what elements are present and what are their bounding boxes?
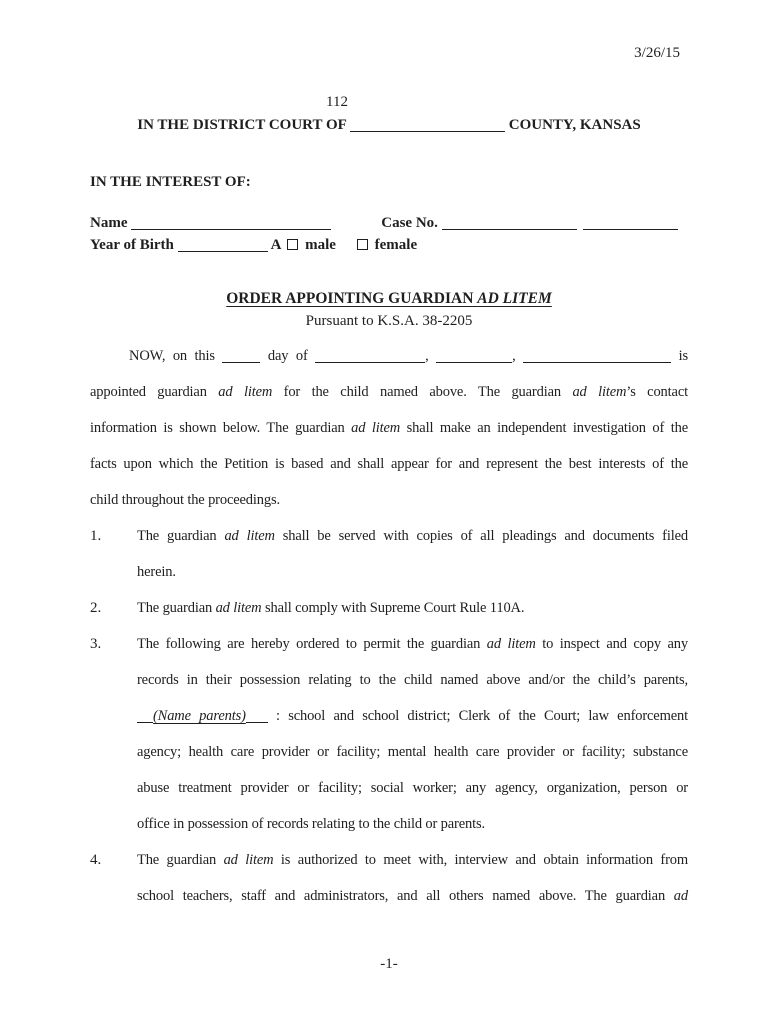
text-segment: Case No. [381, 215, 442, 231]
text-segment: records in their possession relating to the child named above and/or the child’s parents, [137, 672, 688, 688]
spacer [331, 226, 381, 227]
text-line [90, 410, 688, 446]
text-line [137, 770, 688, 806]
text-segment: facts upon which the Petition is based and shall appear for and represent the best interests of the [90, 456, 688, 472]
text-segment: ad litem [223, 852, 274, 868]
spacer [90, 359, 129, 360]
paragraph [90, 338, 688, 518]
text-segment: ad [673, 888, 688, 904]
text-line [137, 698, 688, 734]
text-segment: , [425, 348, 437, 364]
text-segment: for the child named above. The guardian [272, 384, 573, 400]
text-line [137, 662, 688, 698]
text-segment: school teachers, staff and administrators, and all others named above. The guardian [137, 888, 674, 904]
name-parents-blank-tail[interactable] [246, 710, 268, 723]
item-number: 1. [90, 528, 102, 544]
text-segment: is [671, 348, 688, 364]
case-no-blank[interactable] [442, 217, 577, 230]
text-line [137, 878, 688, 914]
text-line [90, 374, 688, 410]
text-segment: (Name parents) [153, 708, 246, 724]
text-segment: office in possession of records relating to the child or parents. [137, 816, 485, 832]
title-block [90, 287, 688, 333]
text-segment: , [512, 348, 524, 364]
document-body [90, 338, 688, 914]
document-title [90, 287, 688, 310]
year-blank[interactable] [436, 350, 512, 363]
text-segment: A [267, 237, 285, 253]
text-segment: : school and school district; Clerk of the Court; law enforcement [267, 708, 688, 724]
text-segment: AD LITEM [477, 290, 552, 307]
document-date: 3/26/15 [634, 45, 680, 61]
year-of-birth-blank[interactable] [178, 239, 268, 252]
court-caption-line [90, 114, 688, 137]
text-segment: ad litem [486, 636, 536, 652]
form-number: 112 [326, 94, 348, 110]
text-segment: agency; health care provider or facility; mental health care provider or facility; substance [137, 744, 688, 760]
text-segment: ad litem [215, 600, 262, 616]
text-segment: ad litem [572, 384, 627, 400]
item-number: 2. [90, 600, 102, 616]
male-checkbox[interactable] [287, 239, 298, 250]
numbered-item [90, 590, 688, 626]
numbered-item [90, 842, 689, 914]
text-line [90, 482, 688, 518]
spacer [336, 248, 354, 249]
guardian-name-blank[interactable] [523, 350, 671, 363]
text-segment: child throughout the proceedings. [90, 492, 280, 508]
text-segment: information is shown below. The guardian [90, 420, 352, 436]
text-segment: Year of Birth [90, 237, 178, 253]
text-segment: ’s contact [626, 384, 688, 400]
text-segment: COUNTY, KANSAS [505, 117, 641, 133]
text-segment: female [370, 237, 418, 253]
text-segment: The guardian [137, 600, 216, 616]
text-line [137, 806, 688, 842]
text-line [137, 518, 688, 554]
text-line [90, 338, 688, 374]
text-segment: NOW, on this [129, 348, 223, 364]
child-name-blank[interactable] [131, 217, 331, 230]
female-checkbox[interactable] [357, 239, 368, 250]
text-segment: is authorized to meet with, interview and obtain information from [273, 852, 689, 868]
name-case-row [90, 212, 688, 234]
text-segment: Name [90, 215, 132, 231]
text-segment: appointed guardian [90, 384, 219, 400]
text-line [137, 626, 688, 662]
text-segment: The guardian [137, 528, 225, 544]
text-segment: ORDER APPOINTING GUARDIAN [226, 290, 478, 307]
text-segment: shall make an independent investigation of the [400, 420, 688, 436]
text-segment: shall comply with Supreme Court Rule 110A. [261, 600, 525, 616]
month-blank[interactable] [315, 350, 425, 363]
numbered-item [90, 626, 688, 842]
item-number: 4. [90, 852, 102, 868]
case-no-blank-2[interactable] [583, 217, 678, 230]
interest-heading: IN THE INTEREST OF: [90, 174, 251, 190]
text-line [90, 446, 688, 482]
county-blank[interactable] [350, 119, 505, 132]
text-segment: The following are hereby ordered to permit the guardian [137, 636, 487, 652]
text-segment: ad litem [218, 384, 273, 400]
birth-gender-row [90, 234, 688, 256]
page-number: -1- [380, 956, 398, 972]
text-segment: ad litem [351, 420, 401, 436]
text-segment: ad litem [224, 528, 275, 544]
text-segment: shall be served with copies of all pleadings and documents filed [274, 528, 688, 544]
text-line [137, 554, 688, 590]
document-subtitle: Pursuant to K.S.A. 38-2205 [305, 313, 473, 329]
name-parents-blank-lead[interactable] [137, 710, 153, 723]
text-segment: herein. [137, 564, 176, 580]
text-segment: day of [260, 348, 316, 364]
day-blank[interactable] [222, 350, 260, 363]
text-line [137, 842, 688, 878]
text-line [137, 590, 688, 626]
text-segment: abuse treatment provider or facility; social worker; any agency, organization, person or [137, 780, 688, 796]
text-segment: IN THE DISTRICT COURT OF [137, 117, 350, 133]
text-line [137, 734, 688, 770]
text-segment: to inspect and copy any [535, 636, 688, 652]
text-segment: The guardian [137, 852, 224, 868]
text-segment: male [301, 237, 336, 253]
numbered-item [90, 518, 688, 590]
item-number: 3. [90, 636, 102, 652]
